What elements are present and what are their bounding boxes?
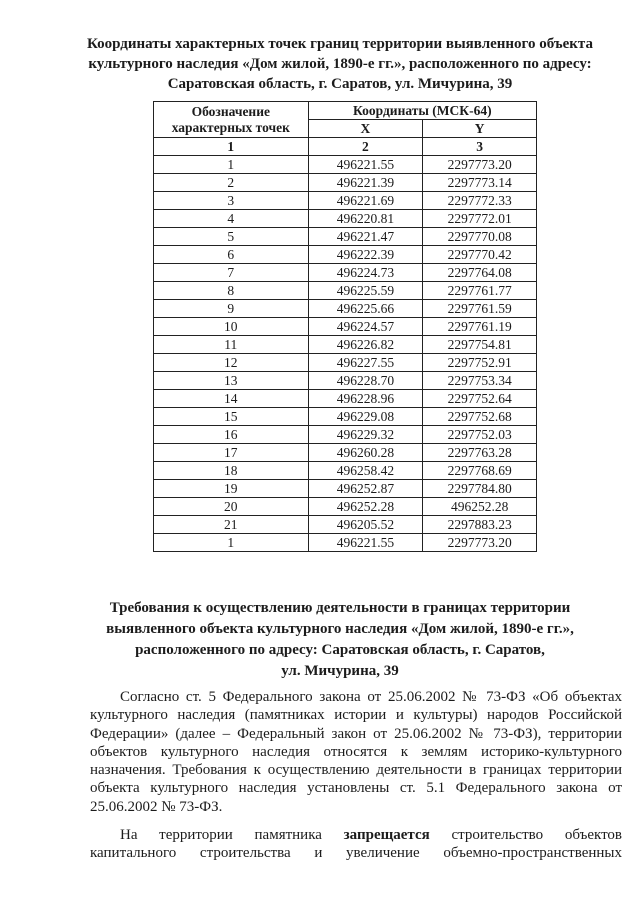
cell-point: 14 <box>154 390 309 408</box>
section-title <box>60 598 620 682</box>
header-x: X <box>308 120 423 138</box>
cell-x: 496252.87 <box>308 480 423 498</box>
cell-point: 6 <box>154 246 309 264</box>
section-title-line-4: ул. Мичурина, 39 <box>281 663 399 679</box>
cell-x: 496258.42 <box>308 462 423 480</box>
cell-y: 2297752.64 <box>423 390 537 408</box>
column-number-3: 3 <box>423 138 537 156</box>
table-row <box>154 444 537 462</box>
column-number-2: 2 <box>308 138 423 156</box>
table-row <box>154 498 537 516</box>
table-row <box>154 426 537 444</box>
cell-x: 496224.57 <box>308 318 423 336</box>
table-row <box>154 336 537 354</box>
cell-point: 11 <box>154 336 309 354</box>
cell-point: 18 <box>154 462 309 480</box>
paragraph1-line-7: 25.06.2002 № 73-ФЗ. <box>90 798 223 815</box>
cell-point: 5 <box>154 228 309 246</box>
title-line-3: Саратовская область, г. Саратов, ул. Мичурина, 39 <box>167 76 513 92</box>
cell-y: 2297753.34 <box>423 372 537 390</box>
cell-point: 8 <box>154 282 309 300</box>
coordinates-table-body <box>154 156 537 552</box>
paragraph1-line-3: Федерации» (далее – Федеральный закон от 25.06.2002 № 73-ФЗ), территории <box>90 725 622 742</box>
cell-y: 2297764.08 <box>423 264 537 282</box>
table-row <box>154 408 537 426</box>
paragraph1-line-5: назначения. Требования к осуществлению деятельности в границах территории <box>90 762 622 779</box>
header-y: Y <box>423 120 537 138</box>
cell-y: 2297754.81 <box>423 336 537 354</box>
paragraph1-line-6: объекта культурного наследия установлены ст. 5.1 Федерального закона от <box>90 780 622 797</box>
table-row <box>154 192 537 210</box>
cell-x: 496229.32 <box>308 426 423 444</box>
header-coordinates: Координаты (МСК-64) <box>308 102 536 120</box>
table-row <box>154 372 537 390</box>
paragraph1-line-4: объектов культурного наследия относятся к землям историко-культурного <box>90 743 622 760</box>
table-row <box>154 534 537 552</box>
section-title-line-1: Требования к осуществлению деятельности в границах территории <box>109 600 571 616</box>
cell-point: 20 <box>154 498 309 516</box>
cell-y: 2297761.77 <box>423 282 537 300</box>
cell-x: 496221.55 <box>308 534 423 552</box>
cell-x: 496224.73 <box>308 264 423 282</box>
cell-y: 2297761.59 <box>423 300 537 318</box>
paragraph1-line-1: Согласно ст. 5 Федерального закона от 25.06.2002 № 73-ФЗ «Об объектах <box>120 689 622 705</box>
cell-x: 496221.47 <box>308 228 423 246</box>
cell-x: 496226.82 <box>308 336 423 354</box>
title-line-1: Координаты характерных точек границ территории выявленного объекта <box>87 36 593 52</box>
section-title-line-2: выявленного объекта культурного наследия «Дом жилой, 1890-е гг.», <box>106 621 574 637</box>
cell-x: 496260.28 <box>308 444 423 462</box>
cell-x: 496228.96 <box>308 390 423 408</box>
cell-y: 2297752.03 <box>423 426 537 444</box>
cell-y: 2297773.20 <box>423 156 537 174</box>
document-title <box>70 34 610 94</box>
cell-y: 2297770.08 <box>423 228 537 246</box>
table-row <box>154 282 537 300</box>
paragraph2-line-1 <box>90 826 622 844</box>
cell-x: 496225.66 <box>308 300 423 318</box>
title-line-2: культурного наследия «Дом жилой, 1890-е гг.», расположенного по адресу: <box>88 56 592 72</box>
cell-y: 496252.28 <box>423 498 537 516</box>
cell-x: 496220.81 <box>308 210 423 228</box>
cell-point: 17 <box>154 444 309 462</box>
table-row <box>154 174 537 192</box>
table-row <box>154 390 537 408</box>
cell-point: 1 <box>154 156 309 174</box>
cell-x: 496225.59 <box>308 282 423 300</box>
cell-x: 496221.39 <box>308 174 423 192</box>
cell-point: 1 <box>154 534 309 552</box>
cell-y: 2297763.28 <box>423 444 537 462</box>
paragraph2-line1-bold: запрещается <box>343 827 430 843</box>
cell-y: 2297883.23 <box>423 516 537 534</box>
cell-y: 2297761.19 <box>423 318 537 336</box>
cell-point: 10 <box>154 318 309 336</box>
cell-point: 21 <box>154 516 309 534</box>
cell-point: 7 <box>154 264 309 282</box>
cell-point: 3 <box>154 192 309 210</box>
cell-y: 2297773.20 <box>423 534 537 552</box>
cell-x: 496228.70 <box>308 372 423 390</box>
paragraph2-line1-end: строительство объектов <box>451 827 623 843</box>
cell-x: 496221.69 <box>308 192 423 210</box>
cell-y: 2297773.14 <box>423 174 537 192</box>
cell-y: 2297784.80 <box>423 480 537 498</box>
cell-x: 496252.28 <box>308 498 423 516</box>
cell-point: 19 <box>154 480 309 498</box>
cell-y: 2297768.69 <box>423 462 537 480</box>
cell-y: 2297772.33 <box>423 192 537 210</box>
cell-y: 2297752.68 <box>423 408 537 426</box>
table-row <box>154 354 537 372</box>
paragraph-legal-basis <box>90 688 622 816</box>
table-row <box>154 462 537 480</box>
cell-point: 15 <box>154 408 309 426</box>
cell-x: 496229.08 <box>308 408 423 426</box>
cell-y: 2297770.42 <box>423 246 537 264</box>
cell-point: 4 <box>154 210 309 228</box>
table-row <box>154 300 537 318</box>
cell-point: 9 <box>154 300 309 318</box>
cell-x: 496221.55 <box>308 156 423 174</box>
table-row <box>154 318 537 336</box>
cell-point: 13 <box>154 372 309 390</box>
cell-point: 12 <box>154 354 309 372</box>
table-row <box>154 480 537 498</box>
table-row <box>154 516 537 534</box>
column-number-1: 1 <box>154 138 309 156</box>
table-row <box>154 228 537 246</box>
coordinates-table <box>153 101 537 552</box>
paragraph2-line1-start: На территории памятника <box>120 827 322 843</box>
cell-x: 496205.52 <box>308 516 423 534</box>
header-point-designation: Обозначение характерных точек <box>154 102 309 138</box>
table-row <box>154 264 537 282</box>
cell-y: 2297752.91 <box>423 354 537 372</box>
section-title-line-3: расположенного по адресу: Саратовская область, г. Саратов, <box>135 642 545 658</box>
table-row <box>154 156 537 174</box>
table-row <box>154 246 537 264</box>
paragraph2-line-2: капитального строительства и увеличение объемно-пространственных <box>90 845 622 862</box>
cell-point: 16 <box>154 426 309 444</box>
cell-point: 2 <box>154 174 309 192</box>
paragraph-prohibitions <box>90 826 622 863</box>
table-row <box>154 210 537 228</box>
cell-x: 496222.39 <box>308 246 423 264</box>
cell-y: 2297772.01 <box>423 210 537 228</box>
paragraph1-line-2: культурного наследия (памятниках истории и культуры) народов Российской <box>90 707 622 724</box>
cell-x: 496227.55 <box>308 354 423 372</box>
